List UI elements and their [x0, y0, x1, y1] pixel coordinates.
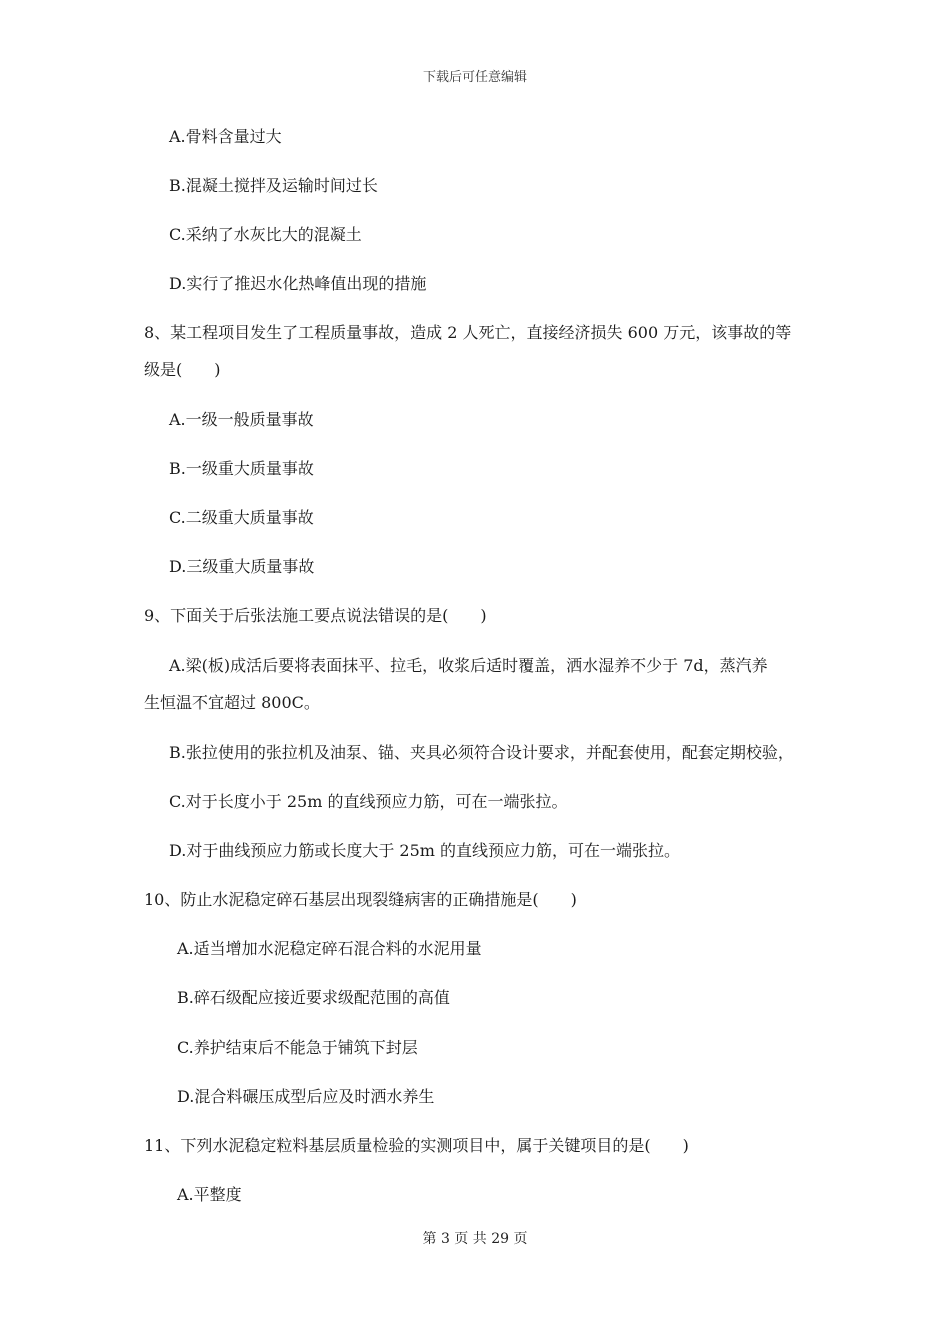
- page-footer: 第 3 页 共 29 页: [422, 1231, 528, 1247]
- q9-option-c: C.对于长度小于 25m 的直线预应力筋，可在一端张拉。: [169, 792, 568, 811]
- q7-option-a: A.骨料含量过大: [169, 127, 282, 146]
- q8-option-a: A.一级一般质量事故: [169, 410, 314, 429]
- q9-stem: 9、下面关于后张法施工要点说法错误的是( ): [144, 606, 487, 625]
- page-header: 下载后可任意编辑: [422, 70, 527, 85]
- q10-option-d: D.混合料碾压成型后应及时洒水养生: [177, 1087, 435, 1106]
- q8-option-d: D.三级重大质量事故: [169, 557, 315, 576]
- q11-option-a: A.平整度: [177, 1185, 242, 1204]
- q8-stem-line1: 8、某工程项目发生了工程质量事故，造成 2 人死亡，直接经济损失 600 万元，该事故的等: [144, 323, 792, 342]
- q9-option-a-line2: 生恒温不宜超过 800C。: [144, 693, 320, 712]
- q11-stem: 11、下列水泥稳定粒料基层质量检验的实测项目中，属于关键项目的是( ): [144, 1136, 689, 1155]
- q10-option-c: C.养护结束后不能急于铺筑下封层: [177, 1038, 418, 1057]
- q9-option-b: B.张拉使用的张拉机及油泵、锚、夹具必须符合设计要求，并配套使用，配套定期校验，: [169, 743, 794, 762]
- q8-stem-line2: 级是( ): [144, 360, 221, 379]
- q7-option-d: D.实行了推迟水化热峰值出现的措施: [169, 274, 427, 293]
- q9-option-a-line1: A.梁(板)成活后要将表面抹平、拉毛，收浆后适时覆盖，洒水湿养不少于 7d，蒸汽养: [169, 656, 768, 675]
- q10-option-a: A.适当增加水泥稳定碎石混合料的水泥用量: [177, 939, 482, 958]
- q8-option-b: B.一级重大质量事故: [169, 459, 314, 478]
- q10-option-b: B.碎石级配应接近要求级配范围的高值: [177, 988, 450, 1007]
- q7-option-b: B.混凝土搅拌及运输时间过长: [169, 176, 378, 195]
- q7-option-c: C.采纳了水灰比大的混凝土: [169, 225, 362, 244]
- q10-stem: 10、防止水泥稳定碎石基层出现裂缝病害的正确措施是( ): [144, 890, 577, 909]
- q8-option-c: C.二级重大质量事故: [169, 508, 314, 527]
- q9-option-d: D.对于曲线预应力筋或长度大于 25m 的直线预应力筋，可在一端张拉。: [169, 841, 681, 860]
